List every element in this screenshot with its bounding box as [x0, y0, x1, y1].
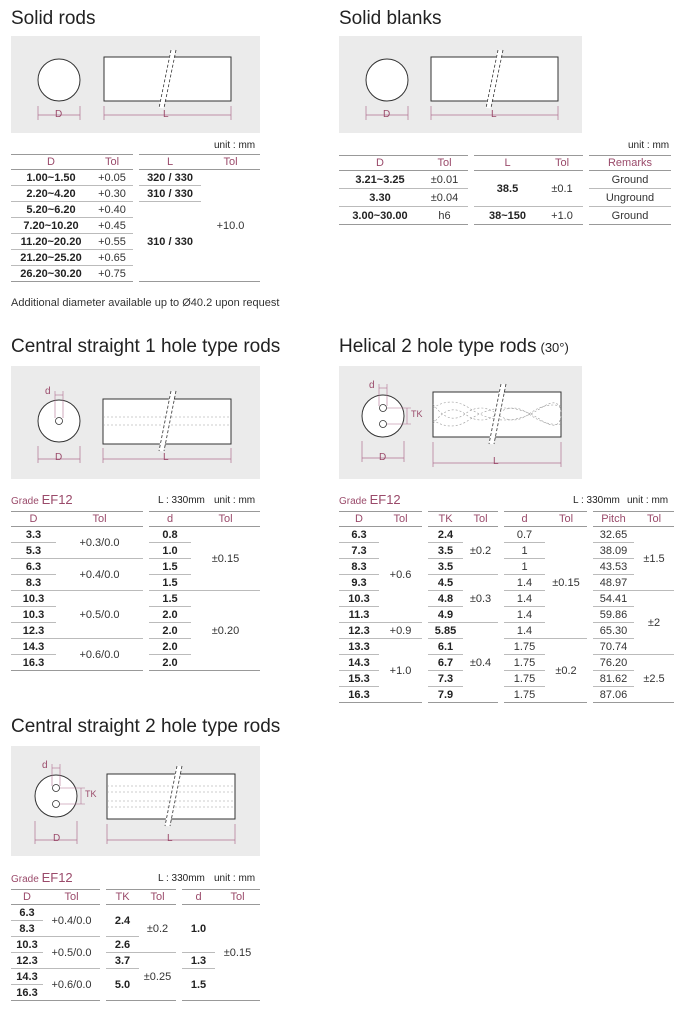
section-title-solid-rods: Solid rods	[11, 8, 96, 29]
cell-D: 11.3	[339, 607, 379, 623]
col-header: L	[471, 156, 541, 171]
dim-L-label: L	[493, 456, 499, 467]
cell-tol: +0.3/0.0	[56, 527, 146, 559]
dim-L-label: L	[163, 452, 169, 463]
central2-unit: unit : mm	[214, 873, 256, 884]
col-header: D	[11, 512, 56, 527]
grade-value: EF12	[369, 492, 401, 507]
dim-D-label: D	[55, 109, 63, 120]
grade-label: Grade	[11, 496, 39, 507]
dim-tk-label: TK	[411, 409, 423, 419]
cell-d: 1.0	[146, 543, 191, 559]
cell-TK: 4.5	[425, 575, 463, 591]
cell-tk-tol: ±0.2	[139, 905, 179, 953]
cell-TK: 4.9	[425, 607, 463, 623]
col-header: Tol	[545, 512, 590, 527]
section-title-central-2-hole: Central straight 2 hole type rods	[11, 716, 281, 737]
cell-tol: +0.4/0.0	[43, 905, 103, 937]
cell-d: 1.5	[146, 575, 191, 591]
cell-tol: +0.6	[379, 527, 425, 623]
col-header: L	[136, 155, 201, 170]
cell-tol: +0.5/0.0	[56, 591, 146, 639]
col-header: Tol	[463, 512, 501, 527]
cell-d: 1.4	[501, 623, 545, 639]
helical-length: L : 330mm	[573, 495, 620, 506]
cell-pitch-tol: ±2	[634, 591, 674, 655]
solid-blanks-diagram	[339, 36, 582, 133]
cell-TK: 2.4	[425, 527, 463, 543]
col-header: D	[11, 890, 43, 905]
cell-pitch: 65.30	[590, 623, 634, 639]
cell-l-tol: ±0.1	[541, 171, 586, 207]
cell-tol: ±0.04	[421, 189, 471, 207]
cell-tol: +0.05	[91, 170, 136, 186]
cell-TK: 7.3	[425, 671, 463, 687]
cell-D: 6.3	[339, 527, 379, 543]
dim-d-label: d	[42, 760, 48, 771]
cell-tol: +0.55	[91, 234, 136, 250]
cell-d: 1	[501, 559, 545, 575]
cell-D: 10.3	[11, 607, 56, 623]
cell-d-tol: ±0.2	[545, 639, 590, 703]
cell-d: 1.75	[501, 687, 545, 703]
cell-d: 1.75	[501, 639, 545, 655]
dim-D-label: D	[379, 452, 387, 463]
col-header: Tol	[139, 890, 179, 905]
cell-l-tol: +10.0	[201, 170, 260, 282]
col-header: D	[339, 512, 379, 527]
grade-value: EF12	[41, 492, 73, 507]
cell-d: 1.00~1.50	[11, 170, 91, 186]
cell-TK: 4.8	[425, 591, 463, 607]
cell-tk-tol: ±0.4	[463, 623, 501, 703]
helical-table	[339, 511, 674, 703]
cell-TK: 6.7	[425, 655, 463, 671]
cell-D: 14.3	[11, 969, 43, 985]
cell-pitch: 38.09	[590, 543, 634, 559]
central2-diagram	[11, 746, 260, 856]
cell-D: 7.3	[339, 543, 379, 559]
cell-d: 2.0	[146, 655, 191, 671]
cell-TK: 3.7	[103, 953, 139, 969]
cell-TK: 2.4	[103, 905, 139, 937]
cell-tol: +0.65	[91, 250, 136, 266]
cell-d: 3.30	[339, 189, 421, 207]
dim-D-label: D	[55, 452, 63, 463]
cell-pitch: 81.62	[590, 671, 634, 687]
col-header: Tol	[43, 890, 103, 905]
helical-title-suffix: (30°)	[540, 340, 569, 355]
cell-pitch: 70.74	[590, 639, 634, 655]
helical-diagram	[339, 366, 582, 479]
cell-pitch: 54.41	[590, 591, 634, 607]
dim-D-label: D	[383, 109, 391, 120]
cell-TK: 6.1	[425, 639, 463, 655]
cell-d: 1.0	[179, 905, 215, 953]
cell-d: 2.0	[146, 607, 191, 623]
cell-D: 12.3	[11, 953, 43, 969]
dim-L-label: L	[167, 833, 173, 844]
cell-D: 14.3	[339, 655, 379, 671]
cell-tk-tol: ±0.2	[463, 527, 501, 575]
cell-d-tol: ±0.15	[545, 527, 590, 639]
cell-pitch: 48.97	[590, 575, 634, 591]
col-header: Tol	[56, 512, 146, 527]
cell-l: 38.5	[471, 171, 541, 207]
solid-rods-note: Additional diameter available up to Ø40.2 upon request	[11, 297, 280, 309]
cell-D: 8.3	[11, 575, 56, 591]
cell-l-tol: +1.0	[541, 207, 586, 225]
col-header: TK	[103, 890, 139, 905]
cell-TK: 2.6	[103, 937, 139, 953]
cell-l: 310 / 330	[136, 202, 201, 282]
central2-length: L : 330mm	[158, 873, 205, 884]
cell-TK: 5.0	[103, 969, 139, 1001]
cell-tk-tol: ±0.3	[463, 575, 501, 623]
cell-d: 2.0	[146, 623, 191, 639]
cell-d: 1.5	[146, 591, 191, 607]
cell-d: 1.4	[501, 575, 545, 591]
grade-value: EF12	[41, 870, 73, 885]
col-header: D	[11, 155, 91, 170]
cell-remarks: Ground	[586, 171, 671, 189]
cell-D: 16.3	[339, 687, 379, 703]
cell-tol: +0.6/0.0	[56, 639, 146, 671]
cell-tol: +0.75	[91, 266, 136, 282]
central1-diagram	[11, 366, 260, 479]
cell-tol: +0.9	[379, 623, 425, 639]
col-header: Tol	[379, 512, 425, 527]
cell-d: 3.00~30.00	[339, 207, 421, 225]
cell-TK: 7.9	[425, 687, 463, 703]
central1-unit: unit : mm	[214, 495, 256, 506]
cell-l: 320 / 330	[136, 170, 201, 186]
cell-pitch: 43.53	[590, 559, 634, 575]
cell-tol: +0.5/0.0	[43, 937, 103, 969]
cell-D: 8.3	[11, 921, 43, 937]
solid-rods-table	[11, 154, 260, 282]
cell-d: 1.5	[179, 969, 215, 1001]
grade-label: Grade	[11, 874, 39, 885]
dim-d-label: d	[369, 380, 375, 391]
cell-d: 26.20~30.20	[11, 266, 91, 282]
central1-table	[11, 511, 260, 671]
cell-tol: ±0.01	[421, 171, 471, 189]
solid-blanks-unit: unit : mm	[628, 140, 670, 151]
central2-grade	[11, 870, 73, 885]
cell-d: 2.0	[146, 639, 191, 655]
col-header: Tol	[191, 512, 260, 527]
cell-d: 3.21~3.25	[339, 171, 421, 189]
helical-grade	[339, 492, 401, 507]
cell-l: 38~150	[471, 207, 541, 225]
central1-grade	[11, 492, 73, 507]
cell-d: 2.20~4.20	[11, 186, 91, 202]
cell-pitch: 59.86	[590, 607, 634, 623]
cell-D: 6.3	[11, 905, 43, 921]
cell-d: 5.20~6.20	[11, 202, 91, 218]
dim-tk-label: TK	[85, 789, 97, 799]
cell-pitch: 32.65	[590, 527, 634, 543]
cell-D: 16.3	[11, 985, 43, 1001]
col-header: Tol	[421, 156, 471, 171]
cell-pitch: 87.06	[590, 687, 634, 703]
cell-d: 11.20~20.20	[11, 234, 91, 250]
col-header: d	[179, 890, 215, 905]
cell-D: 15.3	[339, 671, 379, 687]
cell-D: 10.3	[11, 591, 56, 607]
cell-d: 1.4	[501, 591, 545, 607]
cell-tol: h6	[421, 207, 471, 225]
section-title-helical	[339, 336, 569, 358]
cell-D: 12.3	[339, 623, 379, 639]
cell-D: 13.3	[339, 639, 379, 655]
dim-d-label: d	[45, 386, 51, 397]
cell-pitch-tol: ±2.5	[634, 655, 674, 703]
cell-D: 6.3	[11, 559, 56, 575]
solid-rods-diagram	[11, 36, 260, 133]
cell-d: 1.5	[146, 559, 191, 575]
helical-title-text: Helical 2 hole type rods	[339, 336, 537, 357]
cell-TK: 5.85	[425, 623, 463, 639]
cell-tol: +0.6/0.0	[43, 969, 103, 1001]
col-header: Tol	[91, 155, 136, 170]
central2-table	[11, 889, 260, 1001]
cell-remarks: Ground	[586, 207, 671, 225]
cell-pitch-tol: ±1.5	[634, 527, 674, 591]
dim-L-label: L	[163, 109, 169, 120]
cell-l: 310 / 330	[136, 186, 201, 202]
cell-d: 1.75	[501, 655, 545, 671]
cell-D: 10.3	[339, 591, 379, 607]
cell-D: 5.3	[11, 543, 56, 559]
cell-d: 1	[501, 543, 545, 559]
cell-D: 8.3	[339, 559, 379, 575]
dim-L-label: L	[491, 109, 497, 120]
cell-TK: 3.5	[425, 543, 463, 559]
cell-tol: +0.30	[91, 186, 136, 202]
cell-D: 16.3	[11, 655, 56, 671]
cell-tol: +0.4/0.0	[56, 559, 146, 591]
col-header: Tol	[634, 512, 674, 527]
dim-D-label: D	[53, 833, 61, 844]
cell-D: 3.3	[11, 527, 56, 543]
cell-d: 7.20~10.20	[11, 218, 91, 234]
cell-tol: +0.45	[91, 218, 136, 234]
cell-tol: +1.0	[379, 639, 425, 703]
cell-tol: +0.40	[91, 202, 136, 218]
cell-d-tol: ±0.15	[191, 527, 260, 591]
col-header: Pitch	[590, 512, 634, 527]
cell-d-tol: ±0.15	[215, 905, 260, 1001]
section-title-solid-blanks: Solid blanks	[339, 8, 442, 29]
col-header: Tol	[215, 890, 260, 905]
cell-D: 9.3	[339, 575, 379, 591]
cell-TK: 3.5	[425, 559, 463, 575]
cell-d: 21.20~25.20	[11, 250, 91, 266]
cell-d: 1.4	[501, 607, 545, 623]
section-title-central-1-hole: Central straight 1 hole type rods	[11, 336, 281, 357]
col-header: TK	[425, 512, 463, 527]
col-header: D	[339, 156, 421, 171]
col-header: d	[146, 512, 191, 527]
cell-pitch: 76.20	[590, 655, 634, 671]
col-header: Tol	[201, 155, 260, 170]
cell-remarks: Unground	[586, 189, 671, 207]
grade-label: Grade	[339, 496, 367, 507]
cell-tk-tol: ±0.25	[139, 953, 179, 1001]
cell-D: 10.3	[11, 937, 43, 953]
col-header: Remarks	[586, 156, 671, 171]
cell-d: 1.75	[501, 671, 545, 687]
cell-d: 1.3	[179, 953, 215, 969]
cell-d: 0.7	[501, 527, 545, 543]
cell-D: 14.3	[11, 639, 56, 655]
solid-rods-unit: unit : mm	[214, 140, 256, 151]
cell-d: 0.8	[146, 527, 191, 543]
col-header: d	[501, 512, 545, 527]
cell-d-tol: ±0.20	[191, 591, 260, 671]
cell-D: 12.3	[11, 623, 56, 639]
solid-blanks-table	[339, 155, 671, 225]
helical-unit: unit : mm	[627, 495, 669, 506]
col-header: Tol	[541, 156, 586, 171]
central1-length: L : 330mm	[158, 495, 205, 506]
